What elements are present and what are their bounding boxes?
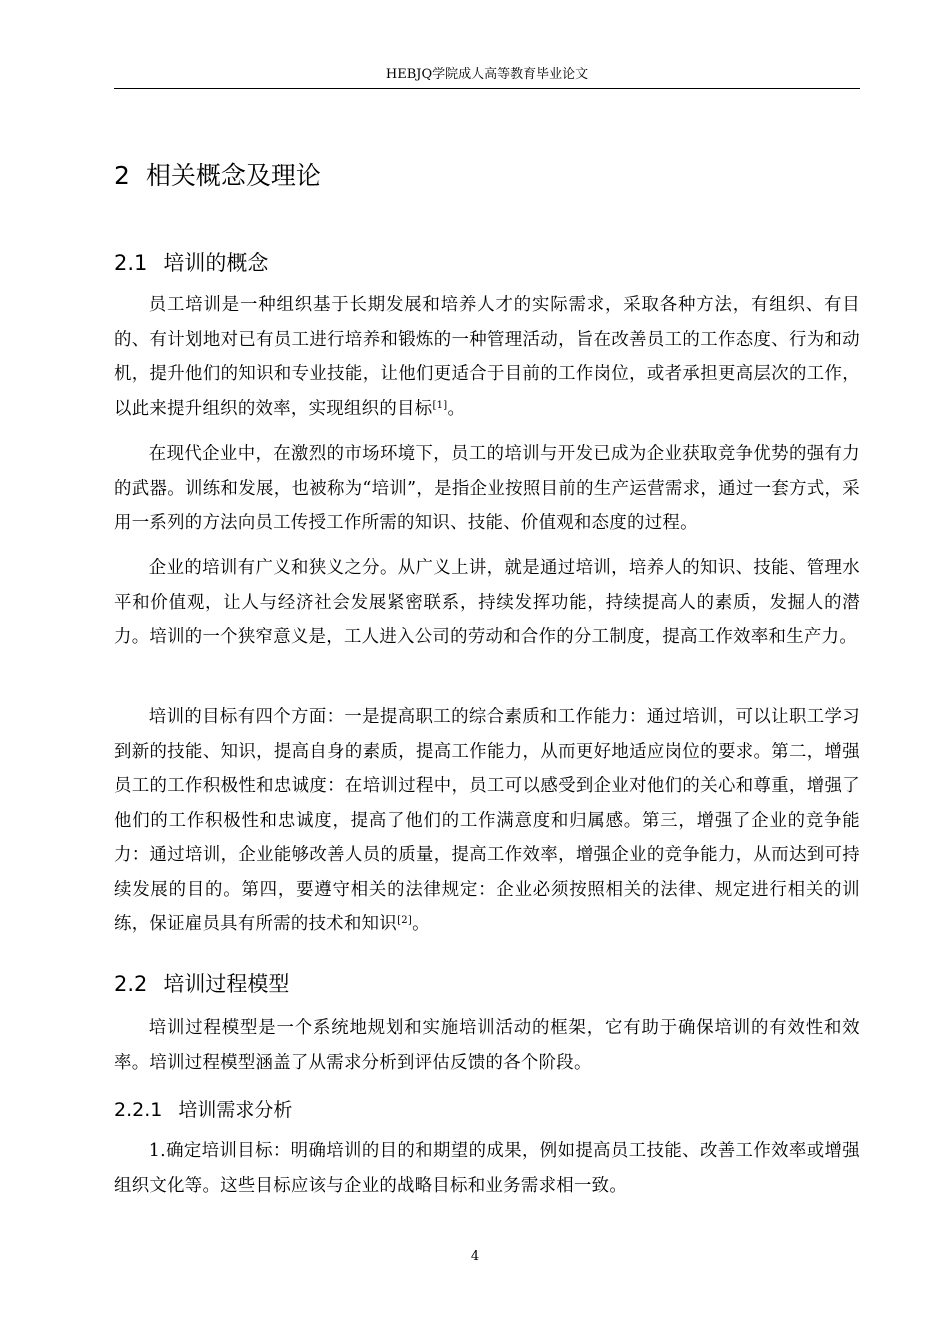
paragraph-2-1-3: 企业的培训有广义和狭义之分。从广义上讲，就是通过培训，培养人的知识、技能、管理水平和价值观，让人与经济社会发展紧密联系，持续发挥功能，持续提高人的素质，发掘人的潜力。培训的一个狭窄意义是，工人进入公司的劳动和合作的分工制度，提高工作效率和生产力。 <box>114 558 860 647</box>
paragraph-2-1-1 <box>114 288 860 426</box>
paragraph-2-2-1: 培训过程模型是一个系统地规划和实施培训活动的框架，它有助于确保培训的有效性和效率。培训过程模型涵盖了从需求分析到评估反馈的各个阶段。 <box>114 1018 860 1073</box>
paragraph-end: 。 <box>447 398 466 419</box>
chapter-title-text: 相关概念及理论 <box>145 161 321 190</box>
citation-ref: [2] <box>397 915 413 926</box>
section-heading-2-2 <box>114 969 289 999</box>
paragraph-2-1-2: 在现代企业中，在激烈的市场环境下，员工的培训与开发已成为企业获取竞争优势的强有力的武器。训练和发展，也被称为“培训”，是指企业按照目前的生产运营需求，通过一套方式，采用一系列的方法向员工传授工作所需的知识、技能、价值观和态度的过程。 <box>114 444 860 533</box>
paragraph-text: 培训的目标有四个方面：一是提高职工的综合素质和工作能力：通过培训，可以让职工学习到新的技能、知识，提高自身的素质，提高工作能力，从而更好地适应岗位的要求。第二，增强员工的工作积极性和忠诚度：在培训过程中，员工可以感受到企业对他们的关心和尊重，增强了他们的工作积极性和忠诚度，提高了他们的工作满意度和归属感。第三，增强了企业的竞争能力：通过培训，企业能够改善人员的质量，提高工作效率，增强企业的竞争能力，从而达到可持续发展的目的。第四，要遵守相关的法律规定：企业必须按照相关的法律、规定进行相关的训练，保证雇员具有所需的技术和知识 <box>114 707 860 934</box>
paragraph-2-1-4 <box>114 700 860 942</box>
subsection-title: 培训需求分析 <box>178 1099 293 1121</box>
subsection-number: 2.2.1 <box>114 1099 163 1121</box>
section-number: 2.1 <box>114 251 148 275</box>
paragraph-end: 。 <box>412 914 430 934</box>
section-title: 培训的概念 <box>163 251 269 275</box>
subsection-heading-2-2-1 <box>114 1096 292 1124</box>
paragraph-2-2-1-1: 1.确定培训目标：明确培训的目的和期望的成果，例如提高员工技能、改善工作效率或增强组织文化等。这些目标应该与企业的战略目标和业务需求相一致。 <box>114 1141 860 1196</box>
section-heading-2-1 <box>114 248 268 278</box>
running-header: HEBJQ学院成人高等教育毕业论文 <box>385 67 589 82</box>
section-number: 2.2 <box>114 972 148 996</box>
chapter-number: 2 <box>114 161 130 190</box>
paragraph-text: 员工培训是一种组织基于长期发展和培养人才的实际需求，采取各种方法，有组织、有目的、有计划地对已有员工进行培养和锻炼的一种管理活动，旨在改善员工的工作态度、行为和动机，提升他们的知识和专业技能，让他们更适合于目前的工作岗位，或者承担更高层次的工作，以此来提升组织的效率，实现组织的目标 <box>114 295 860 419</box>
citation-ref: [1] <box>432 399 448 411</box>
chapter-title <box>114 158 321 194</box>
header-rule <box>114 88 860 89</box>
page-number: 4 <box>470 1249 480 1264</box>
section-title: 培训过程模型 <box>163 972 290 996</box>
